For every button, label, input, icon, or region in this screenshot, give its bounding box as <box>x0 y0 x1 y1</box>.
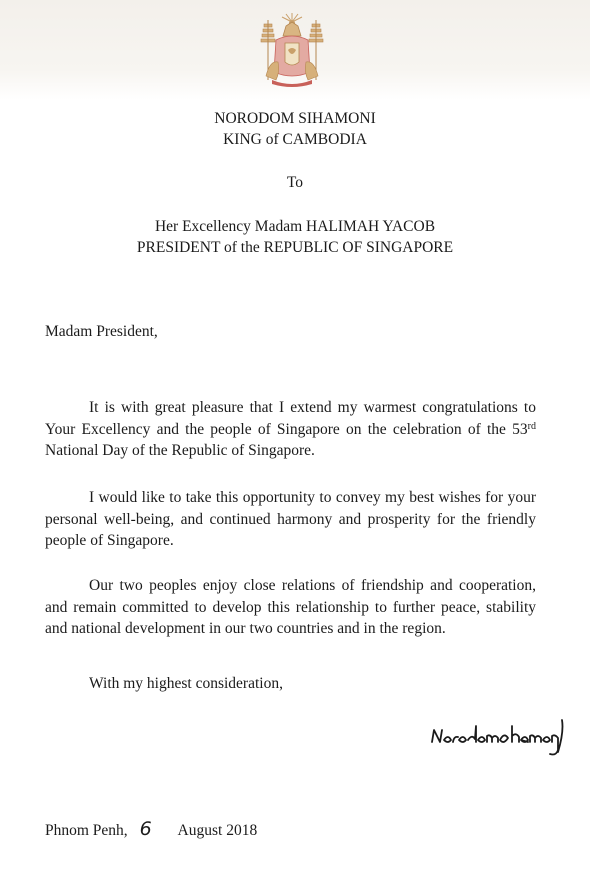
paragraph-relations: Our two peoples enjoy close relations of friendship and cooperation, and remain committed to develop this relationship to further peace, stability and national development in our two countries and in the region. <box>45 577 536 637</box>
month-year: August 2018 <box>177 822 258 839</box>
handwritten-day: 6 <box>139 818 152 840</box>
to-label: To <box>286 174 304 191</box>
closing-line: With my highest consideration, <box>89 675 283 692</box>
handwritten-signature-icon <box>428 712 568 760</box>
sender-title: KING of CAMBODIA <box>223 131 367 148</box>
paragraph-best-wishes: I would like to take this opportunity to convey my best wishes for your personal well-being, and continued harmony and prosperity for the friendly people of Singapore. <box>45 489 536 549</box>
place: Phnom Penh, <box>45 822 128 839</box>
salutation: Madam President, <box>45 323 158 340</box>
recipient-title: PRESIDENT of the REPUBLIC OF SINGAPORE <box>136 239 454 256</box>
ordinal-suffix: rd <box>527 420 536 432</box>
paragraph-congratulations <box>45 397 536 462</box>
sender-name: NORODOM SIHAMONI <box>214 110 376 127</box>
place-and-date <box>45 818 257 840</box>
paragraph-1-text-end: National Day of the Republic of Singapore. <box>45 442 315 459</box>
paragraph-1-text: It is with great pleasure that I extend my warmest congratulations to Your Excellency and the people of Singapore on the celebration of the 53 <box>45 399 536 438</box>
recipient-name: Her Excellency Madam HALIMAH YACOB <box>154 218 436 235</box>
royal-arms-of-cambodia-icon <box>252 10 332 90</box>
